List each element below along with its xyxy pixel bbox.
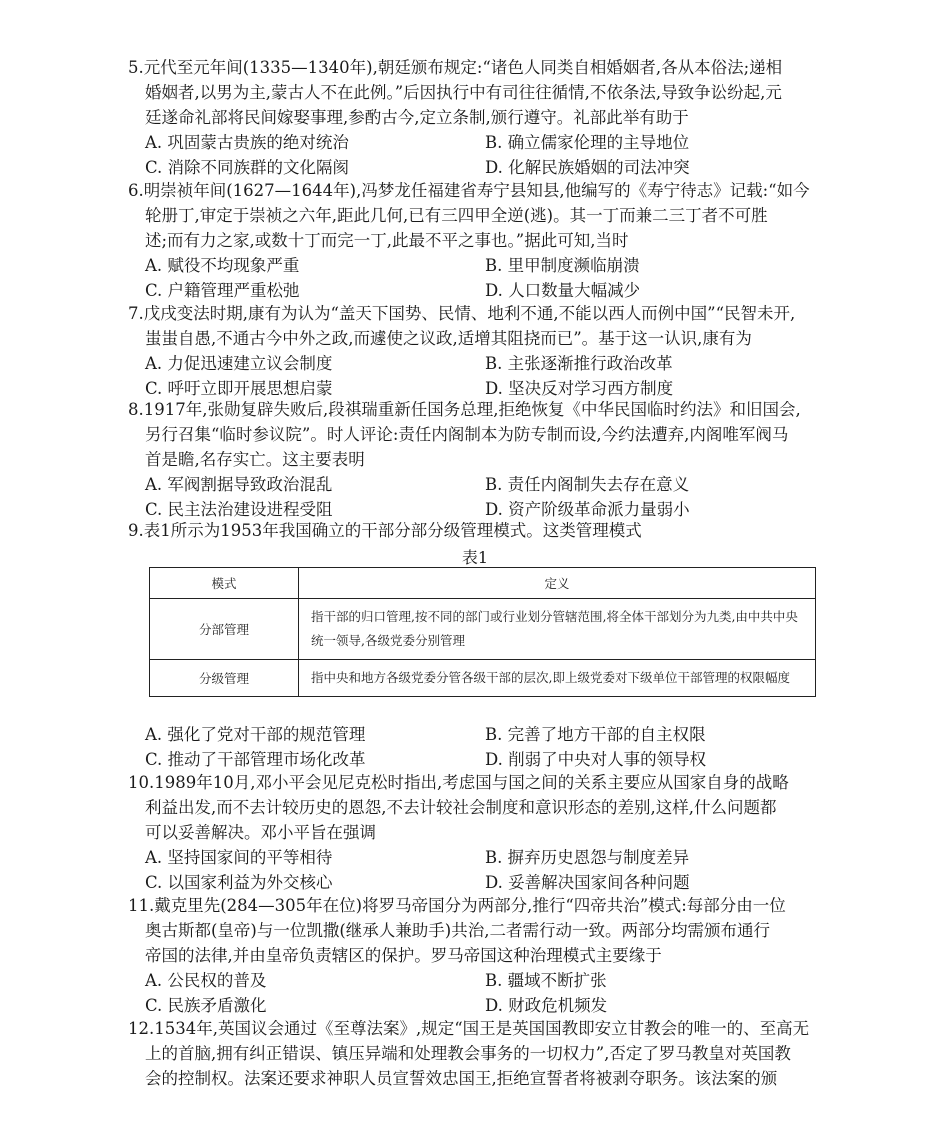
cadre-management-table xyxy=(149,567,816,697)
option-d: D. 资产阶级革命派力量弱小 xyxy=(485,500,690,519)
table-row xyxy=(150,599,816,660)
table-header-row xyxy=(150,568,816,599)
table-caption: 表1 xyxy=(461,548,489,567)
header-definition: 定义 xyxy=(299,568,816,599)
row-mode: 分级管理 xyxy=(150,660,299,697)
question-text-line: 奥古斯都(皇帝)与一位凯撒(继承人兼助手)共治,二者需行动一致。两部分均需颁布通行 xyxy=(145,921,770,940)
question-6 xyxy=(128,178,838,303)
question-text-line: 6.明崇祯年间(1627—1644年),冯梦龙任福建省寿宁县知县,他编写的《寿宁待志》记载:“如今 xyxy=(128,181,810,200)
option-a: A. 巩固蒙古贵族的绝对统治 xyxy=(145,133,349,152)
question-text-line: 帝国的法律,并由皇帝负责辖区的保护。罗马帝国这种治理模式主要缘于 xyxy=(145,946,662,965)
question-7 xyxy=(128,301,838,401)
option-b: B. 主张逐渐推行政治改革 xyxy=(485,354,673,373)
question-text-line: 蚩蚩自愚,不通古今中外之政,而遽使之议政,适增其阻挠而已”。基于这一认识,康有为 xyxy=(145,329,752,348)
option-b: B. 确立儒家伦理的主导地位 xyxy=(485,133,690,152)
option-a: A. 力促迅速建立议会制度 xyxy=(145,354,333,373)
option-b: B. 责任内阁制失去存在意义 xyxy=(485,475,690,494)
option-a: A. 坚持国家间的平等相待 xyxy=(145,848,333,867)
row-definition: 指干部的归口管理,按不同的部门或行业划分管辖范围,将全体干部划分为九类,由中共中央统一领导,各级党委分别管理 xyxy=(299,599,816,660)
question-text-line: 10.1989年10月,邓小平会见尼克松时指出,考虑国与国之间的关系主要应从国家自身的战略 xyxy=(128,773,789,792)
header-mode: 模式 xyxy=(150,568,299,599)
option-d: D. 削弱了中央对人事的领导权 xyxy=(485,750,707,769)
question-text-line: 9.表1所示为1953年我国确立的干部分部分级管理模式。这类管理模式 xyxy=(128,521,642,540)
option-a: A. 强化了党对干部的规范管理 xyxy=(145,725,366,744)
question-11 xyxy=(128,893,838,1018)
row-definition: 指中央和地方各级党委分管各级干部的层次,即上级党委对下级单位干部管理的权限幅度 xyxy=(299,660,816,697)
question-text-line: 会的控制权。法案还要求神职人员宣誓效忠国王,拒绝宣誓者将被剥夺职务。该法案的颁 xyxy=(145,1069,778,1088)
option-d: D. 妥善解决国家间各种问题 xyxy=(485,873,690,892)
question-9 xyxy=(128,518,838,543)
question-text-line: 另行召集“临时参议院”。时人评论:责任内阁制本为防专制而设,今约法遭弃,内阁唯军阀马 xyxy=(145,425,789,444)
question-8 xyxy=(128,397,838,522)
option-a: A. 赋役不均现象严重 xyxy=(145,256,300,275)
question-text-line: 7.戊戌变法时期,康有为认为“盖天下国势、民情、地利不通,不能以西人而例中国”“民智未开, xyxy=(128,304,796,323)
option-b: B. 完善了地方干部的自主权限 xyxy=(485,725,706,744)
option-c: C. 呼吁立即开展思想启蒙 xyxy=(145,379,333,398)
question-text-line: 首是瞻,名存实亡。这主要表明 xyxy=(145,450,365,469)
question-5 xyxy=(128,55,838,180)
option-c: C. 户籍管理严重松弛 xyxy=(145,281,300,300)
question-9-options xyxy=(128,722,838,772)
question-text-line: 12.1534年,英国议会通过《至尊法案》,规定“国王是英国国教即安立甘教会的唯一的、至高无 xyxy=(128,1019,810,1038)
option-d: D. 化解民族婚姻的司法冲突 xyxy=(485,158,690,177)
option-a: A. 公民权的普及 xyxy=(145,971,267,990)
option-b: B. 疆域不断扩张 xyxy=(485,971,607,990)
question-text-line: 述;而有力之家,或数十丁而完一丁,此最不平之事也。”据此可知,当时 xyxy=(145,231,629,250)
question-text-line: 8.1917年,张勋复辟失败后,段祺瑞重新任国务总理,拒绝恢复《中华民国临时约法》和旧国会, xyxy=(128,400,801,419)
question-text-line: 11.戴克里先(284—305年在位)将罗马帝国分为两部分,推行“四帝共治”模式:每部分由一位 xyxy=(128,896,786,915)
question-text-line: 廷遂命礼部将民间嫁娶事理,参酌古今,定立条制,颁行遵守。礼部此举有助于 xyxy=(145,108,689,127)
option-d: D. 财政危机频发 xyxy=(485,996,608,1015)
option-a: A. 军阀割据导致政治混乱 xyxy=(145,475,333,494)
question-text-line: 5.元代至元年间(1335—1340年),朝廷颁布规定:“诸色人同类自相婚姻者,各从本俗法;递相 xyxy=(128,58,783,77)
option-d: D. 坚决反对学习西方制度 xyxy=(485,379,674,398)
question-text-line: 利益出发,而不去计较历史的恩怨,不去计较社会制度和意识形态的差别,这样,什么问题都 xyxy=(145,798,777,817)
option-c: C. 以国家利益为外交核心 xyxy=(145,873,333,892)
option-c: C. 消除不同族群的文化隔阂 xyxy=(145,158,350,177)
table-row xyxy=(150,660,816,697)
option-c: C. 推动了干部管理市场化改革 xyxy=(145,750,366,769)
question-text-line: 婚姻者,以男为主,蒙古人不在此例。”后因执行中有司往往循情,不依条法,导致争讼纷起,元 xyxy=(145,83,782,102)
question-text-line: 上的首脑,拥有纠正错误、镇压异端和处理教会事务的一切权力”,否定了罗马教皇对英国教 xyxy=(145,1044,791,1063)
option-b: B. 里甲制度濒临崩溃 xyxy=(485,256,640,275)
option-b: B. 摒弃历史恩怨与制度差异 xyxy=(485,848,690,867)
row-mode: 分部管理 xyxy=(150,599,299,660)
question-text-line: 可以妥善解决。邓小平旨在强调 xyxy=(145,823,376,842)
question-text-line: 轮册丁,审定于崇祯之六年,距此几何,已有三四甲全逆(逃)。其一丁而兼二三丁者不可胜 xyxy=(145,206,768,225)
question-10 xyxy=(128,770,838,895)
option-c: C. 民族矛盾激化 xyxy=(145,996,267,1015)
option-c: C. 民主法治建设进程受阻 xyxy=(145,500,333,519)
option-d: D. 人口数量大幅减少 xyxy=(485,281,641,300)
question-12 xyxy=(128,1016,838,1091)
